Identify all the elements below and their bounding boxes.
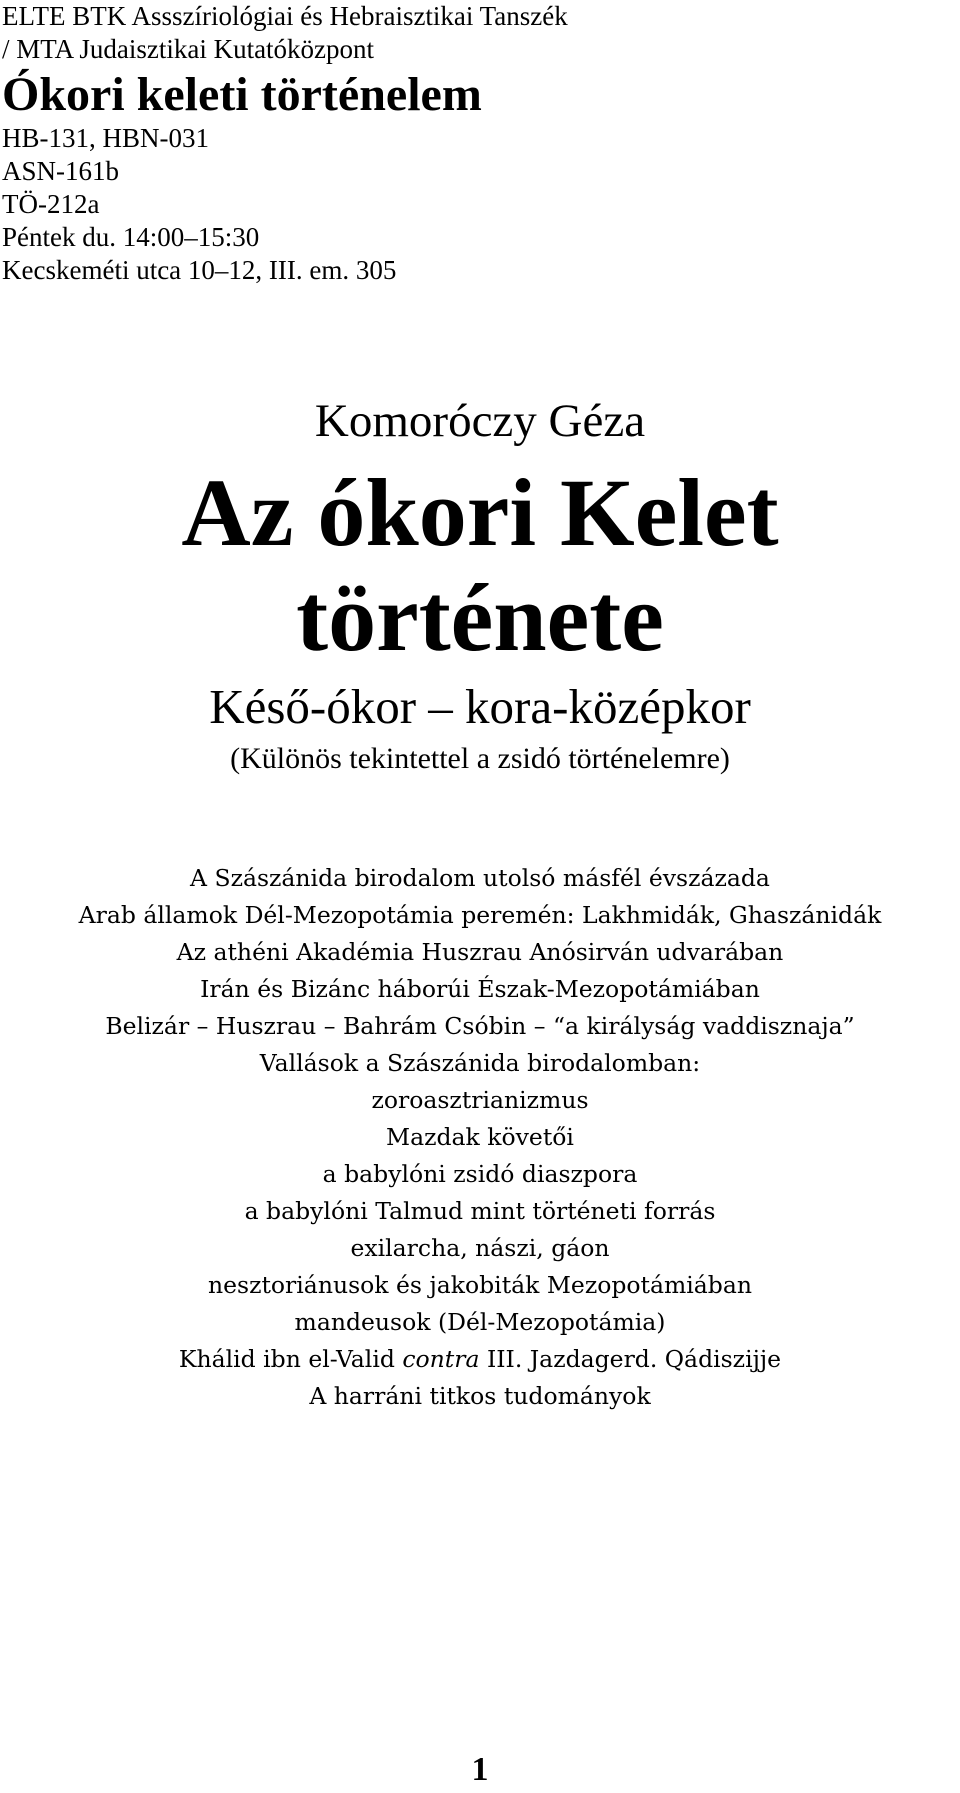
topic-khalid-before: Khálid ibn el-Valid — [178, 1345, 403, 1373]
course-codes-3: TÖ-212a — [2, 189, 100, 219]
book-title-line-1: Az ókori Kelet — [181, 459, 779, 566]
topic-item: nesztoriánusok és jakobiták Mezopotámiában — [207, 1271, 752, 1299]
topic-item: exilarcha, nászi, gáon — [350, 1234, 610, 1262]
topic-item: Az athéni Akadémia Huszrau Anósirván udvarában — [176, 938, 784, 966]
schedule: Péntek du. 14:00–15:30 — [2, 222, 260, 252]
topic-item: Belizár – Huszrau – Bahrám Csóbin – “a királyság vaddisznaja” — [105, 1012, 855, 1040]
topic-item: Irán és Bizánc háborúi Észak-Mezopotámiában — [200, 975, 760, 1003]
course-codes-1: HB-131, HBN-031 — [2, 123, 209, 153]
topic-item: Vallások a Szászánida birodalomban: — [259, 1049, 701, 1077]
course-codes-2: ASN-161b — [2, 156, 120, 186]
topic-item: Arab államok Dél-Mezopotámia peremén: Lakhmidák, Ghaszánidák — [78, 901, 882, 929]
topic-item-khalid — [0, 1341, 960, 1378]
topic-item: mandeusok (Dél-Mezopotámia) — [294, 1308, 666, 1336]
topic-item: a babylóni Talmud mint történeti forrás — [244, 1197, 716, 1225]
topic-list — [0, 860, 960, 1415]
course-title: Ókori keleti történelem — [2, 68, 482, 121]
book-title-line-2: története — [296, 564, 664, 671]
institution-line-2: / MTA Judaisztikai Kutatóközpont — [2, 34, 375, 64]
topic-item: a babylóni zsidó diaszpora — [322, 1160, 638, 1188]
author-name: Komoróczy Géza — [314, 395, 646, 447]
topic-item: zoroasztrianizmus — [371, 1086, 589, 1114]
topic-item: A harráni titkos tudományok — [309, 1382, 651, 1410]
topic-item: Mazdak követői — [386, 1123, 574, 1151]
topic-khalid-after: III. Jazdagerd. Qádiszijje — [479, 1345, 782, 1373]
topic-item: A Szászánida birodalom utolsó másfél évszázada — [190, 864, 770, 892]
location: Kecskeméti utca 10–12, III. em. 305 — [2, 255, 397, 285]
book-subnote: (Különös tekintettel a zsidó történelemre) — [230, 742, 730, 775]
institution-line-1: ELTE BTK Assszíriológiai és Hebraisztikai Tanszék — [2, 1, 568, 31]
page-number: 1 — [471, 1751, 489, 1788]
topic-khalid-italic: contra — [402, 1345, 480, 1373]
document-header — [2, 0, 942, 287]
book-subtitle: Késő-ókor – kora-középkor — [209, 679, 751, 734]
